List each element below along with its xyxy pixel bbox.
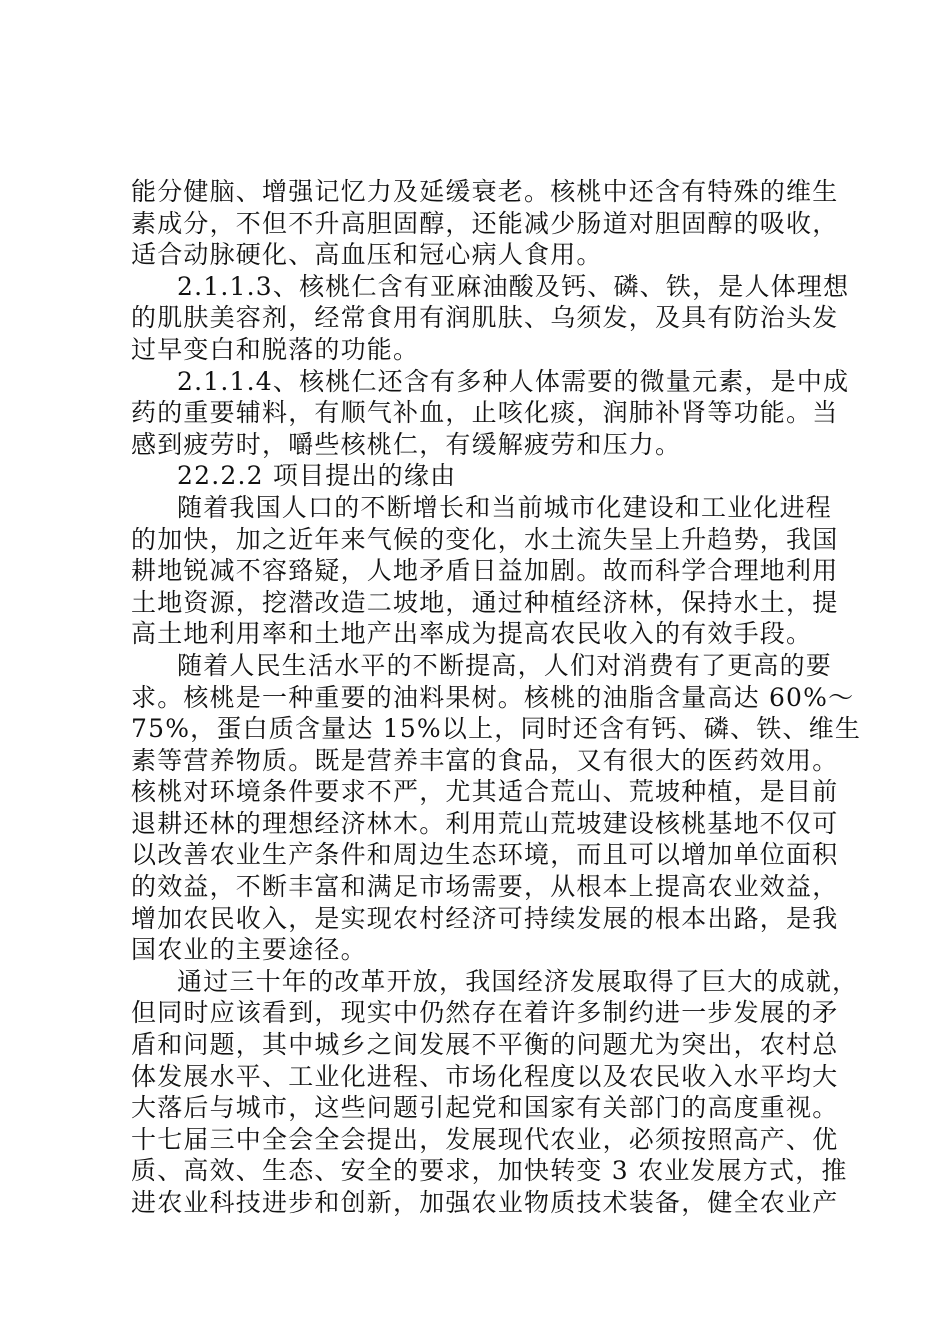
text-line: 退耕还林的理想经济林木。利用荒山荒坡建设核桃基地不仅可 (131, 808, 839, 838)
text-line: 的加快，加之近年来气候的变化，水土流失呈上升趋势，我国 (131, 524, 839, 554)
paragraph-start: 通过三十年的改革开放，我国经济发展取得了巨大的成就， (177, 966, 859, 996)
text-line: 高土地利用率和土地产出率成为提高农民收入的有效手段。 (131, 619, 813, 649)
text-line: 的肌肤美容剂，经常食用有润肌肤、乌须发，及具有防治头发 (131, 303, 839, 333)
text-line: 的效益，不断丰富和满足市场需要，从根本上提高农业效益， (131, 872, 839, 902)
section-heading-2-1-1-4: 2.1.1.4、核桃仁还含有多种人体需要的微量元素，是中成 (177, 366, 850, 396)
text-line: 增加农民收入，是实现农村经济可持续发展的根本出路，是我 (131, 903, 839, 933)
text-line: 体发展水平、工业化进程、市场化程度以及农民收入水平均大 (131, 1061, 839, 1091)
body-text (131, 176, 862, 1219)
text-line: 盾和问题，其中城乡之间发展不平衡的问题尤为突出，农村总 (131, 1030, 839, 1060)
text-line: 但同时应该看到，现实中仍然存在着许多制约进一步发展的矛 (131, 998, 839, 1028)
text-line: 国农业的主要途径。 (131, 935, 367, 965)
text-line: 过早变白和脱落的功能。 (131, 334, 420, 364)
text-line: 质、高效、生态、安全的要求，加快转变 3 农业发展方式，推 (131, 1156, 848, 1186)
text-line: 大落后与城市，这些问题引起党和国家有关部门的高度重视。 (131, 1093, 839, 1123)
section-heading-2-2-2: 22.2.2 项目提出的缘由 (177, 461, 457, 491)
text-line: 素等营养物质。既是营养丰富的食品，又有很大的医药效用。 (131, 745, 839, 775)
text-line: 适合动脉硬化、高血压和冠心病人食用。 (131, 240, 603, 270)
text-line: 核桃对环境条件要求不严，尤其适合荒山、荒坡种植，是目前 (131, 777, 839, 807)
text-line: 十七届三中全会全会提出，发展现代农业，必须按照高产、优 (131, 1124, 839, 1154)
paragraph-start: 随着人民生活水平的不断提高，人们对消费有了更高的要 (177, 650, 833, 680)
text-line: 进农业科技进步和创新，加强农业物质技术装备，健全农业产 (131, 1188, 839, 1217)
text-line: 土地资源，挖潜改造二坡地，通过种植经济林，保持水土，提 (131, 587, 839, 617)
text-line: 能分健脑、增强记忆力及延缓衰老。核桃中还含有特殊的维生 (131, 177, 839, 206)
text-line: 耕地锐减不容臵疑，人地矛盾日益加剧。故而科学合理地利用 (131, 556, 839, 586)
paragraph-start: 随着我国人口的不断增长和当前城市化建设和工业化进程 (177, 492, 833, 522)
text-line: 求。核桃是一种重要的油料果树。核桃的油脂含量高达 60%～ (131, 682, 855, 712)
text-line: 药的重要辅料，有顺气补血，止咳化痰，润肺补肾等功能。当 (131, 398, 839, 428)
section-heading-2-1-1-3: 2.1.1.3、核桃仁含有亚麻油酸及钙、磷、铁，是人体理想 (177, 271, 850, 301)
text-line: 75%，蛋白质含量达 15%以上，同时还含有钙、磷、铁、维生 (131, 714, 862, 744)
text-line: 感到疲劳时，嚼些核桃仁，有缓解疲劳和压力。 (131, 429, 682, 459)
text-line: 素成分，不但不升高胆固醇，还能减少肠道对胆固醇的吸收， (131, 208, 839, 238)
text-line: 以改善农业生产条件和周边生态环境，而且可以增加单位面积 (131, 840, 839, 870)
